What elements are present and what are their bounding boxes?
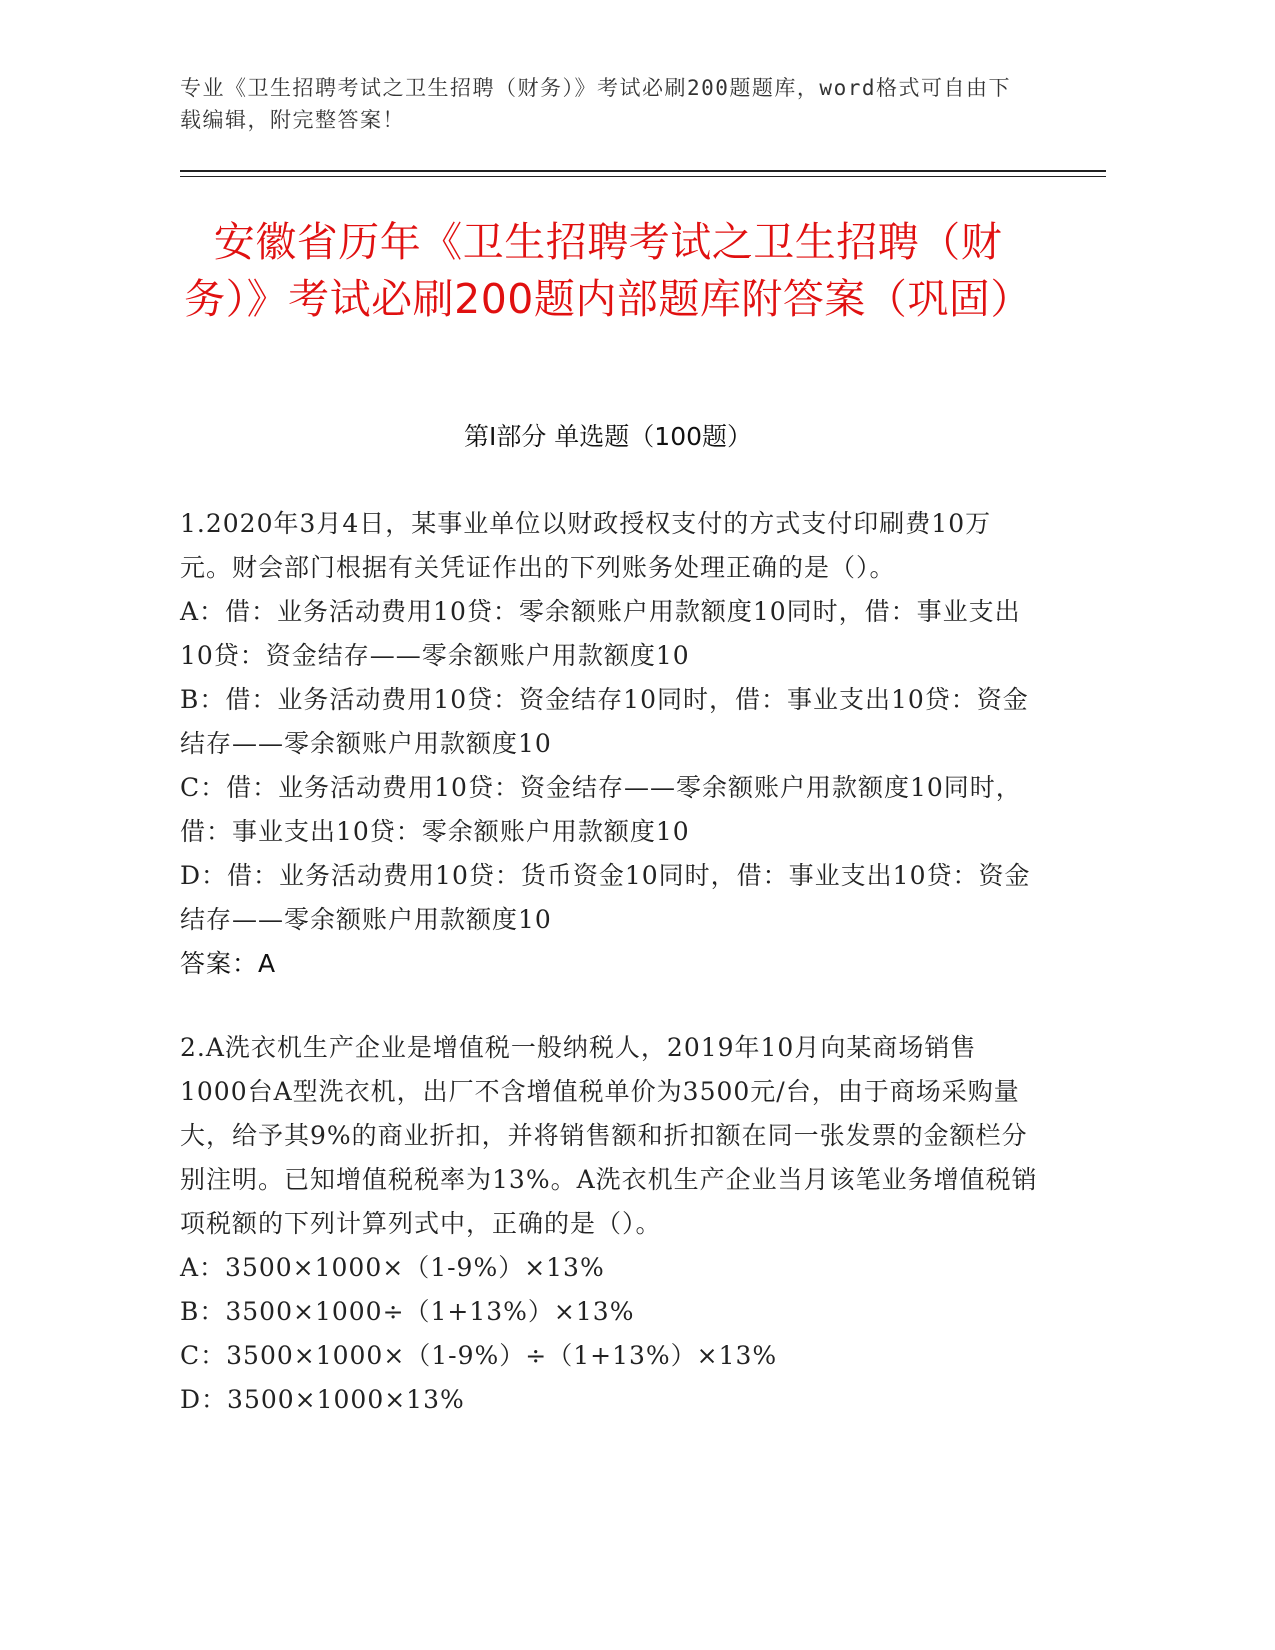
question-stem: 1.2020年3月4日，某事业单位以财政授权支付的方式支付印刷费10万元。财会部门根据有关凭证作出的下列账务处理正确的是（）。 <box>180 509 992 582</box>
option-b: B：3500×1000÷（1+13%）×13% <box>180 1297 635 1326</box>
header-note: 专业《卫生招聘考试之卫生招聘（财务）》考试必刷200题题库，word格式可自由下载编辑，附完整答案！ <box>180 76 1011 132</box>
header-divider-thin <box>180 176 1106 177</box>
option-c: C：3500×1000×（1-9%）÷（1+13%）×13% <box>180 1341 778 1370</box>
option-d: D：借：业务活动费用10贷：货币资金10同时，借：事业支出10贷：资金结存——零余额账户用款额度10 <box>180 861 1031 934</box>
document-title: 安徽省历年《卫生招聘考试之卫生招聘（财务）》考试必刷200题内部题库附答案（巩固） <box>184 218 1032 323</box>
question-stem: 2.A洗衣机生产企业是增值税一般纳税人，2019年10月向某商场销售1000台A型洗衣机，出厂不含增值税单价为3500元/台，由于商场采购量大，给予其9%的商业折扣，并将销售额和折扣额在同一张发票的金额栏分别注明。已知增值税税率为13%。A洗衣机生产企业当月该笔业务增值税销项税额的下列计算列式中，正确的是（）。 <box>180 1033 1038 1238</box>
option-d: D：3500×1000×13% <box>180 1385 465 1414</box>
option-c: C：借：业务活动费用10贷：资金结存——零余额账户用款额度10同时，借：事业支出10贷：零余额账户用款额度10 <box>180 773 1022 846</box>
option-a: A：3500×1000×（1-9%）×13% <box>180 1253 605 1282</box>
section-heading: 第I部分 单选题（100题） <box>463 422 753 451</box>
question-1 <box>180 502 1040 986</box>
header-divider-thick <box>180 170 1106 172</box>
option-a: A：借：业务活动费用10贷：零余额账户用款额度10同时，借：事业支出10贷：资金结存——零余额账户用款额度10 <box>180 597 1021 670</box>
question-2 <box>180 1026 1040 1422</box>
option-b: B：借：业务活动费用10贷：资金结存10同时，借：事业支出10贷：资金结存——零余额账户用款额度10 <box>180 685 1029 758</box>
answer-line: 答案：A <box>180 949 277 978</box>
